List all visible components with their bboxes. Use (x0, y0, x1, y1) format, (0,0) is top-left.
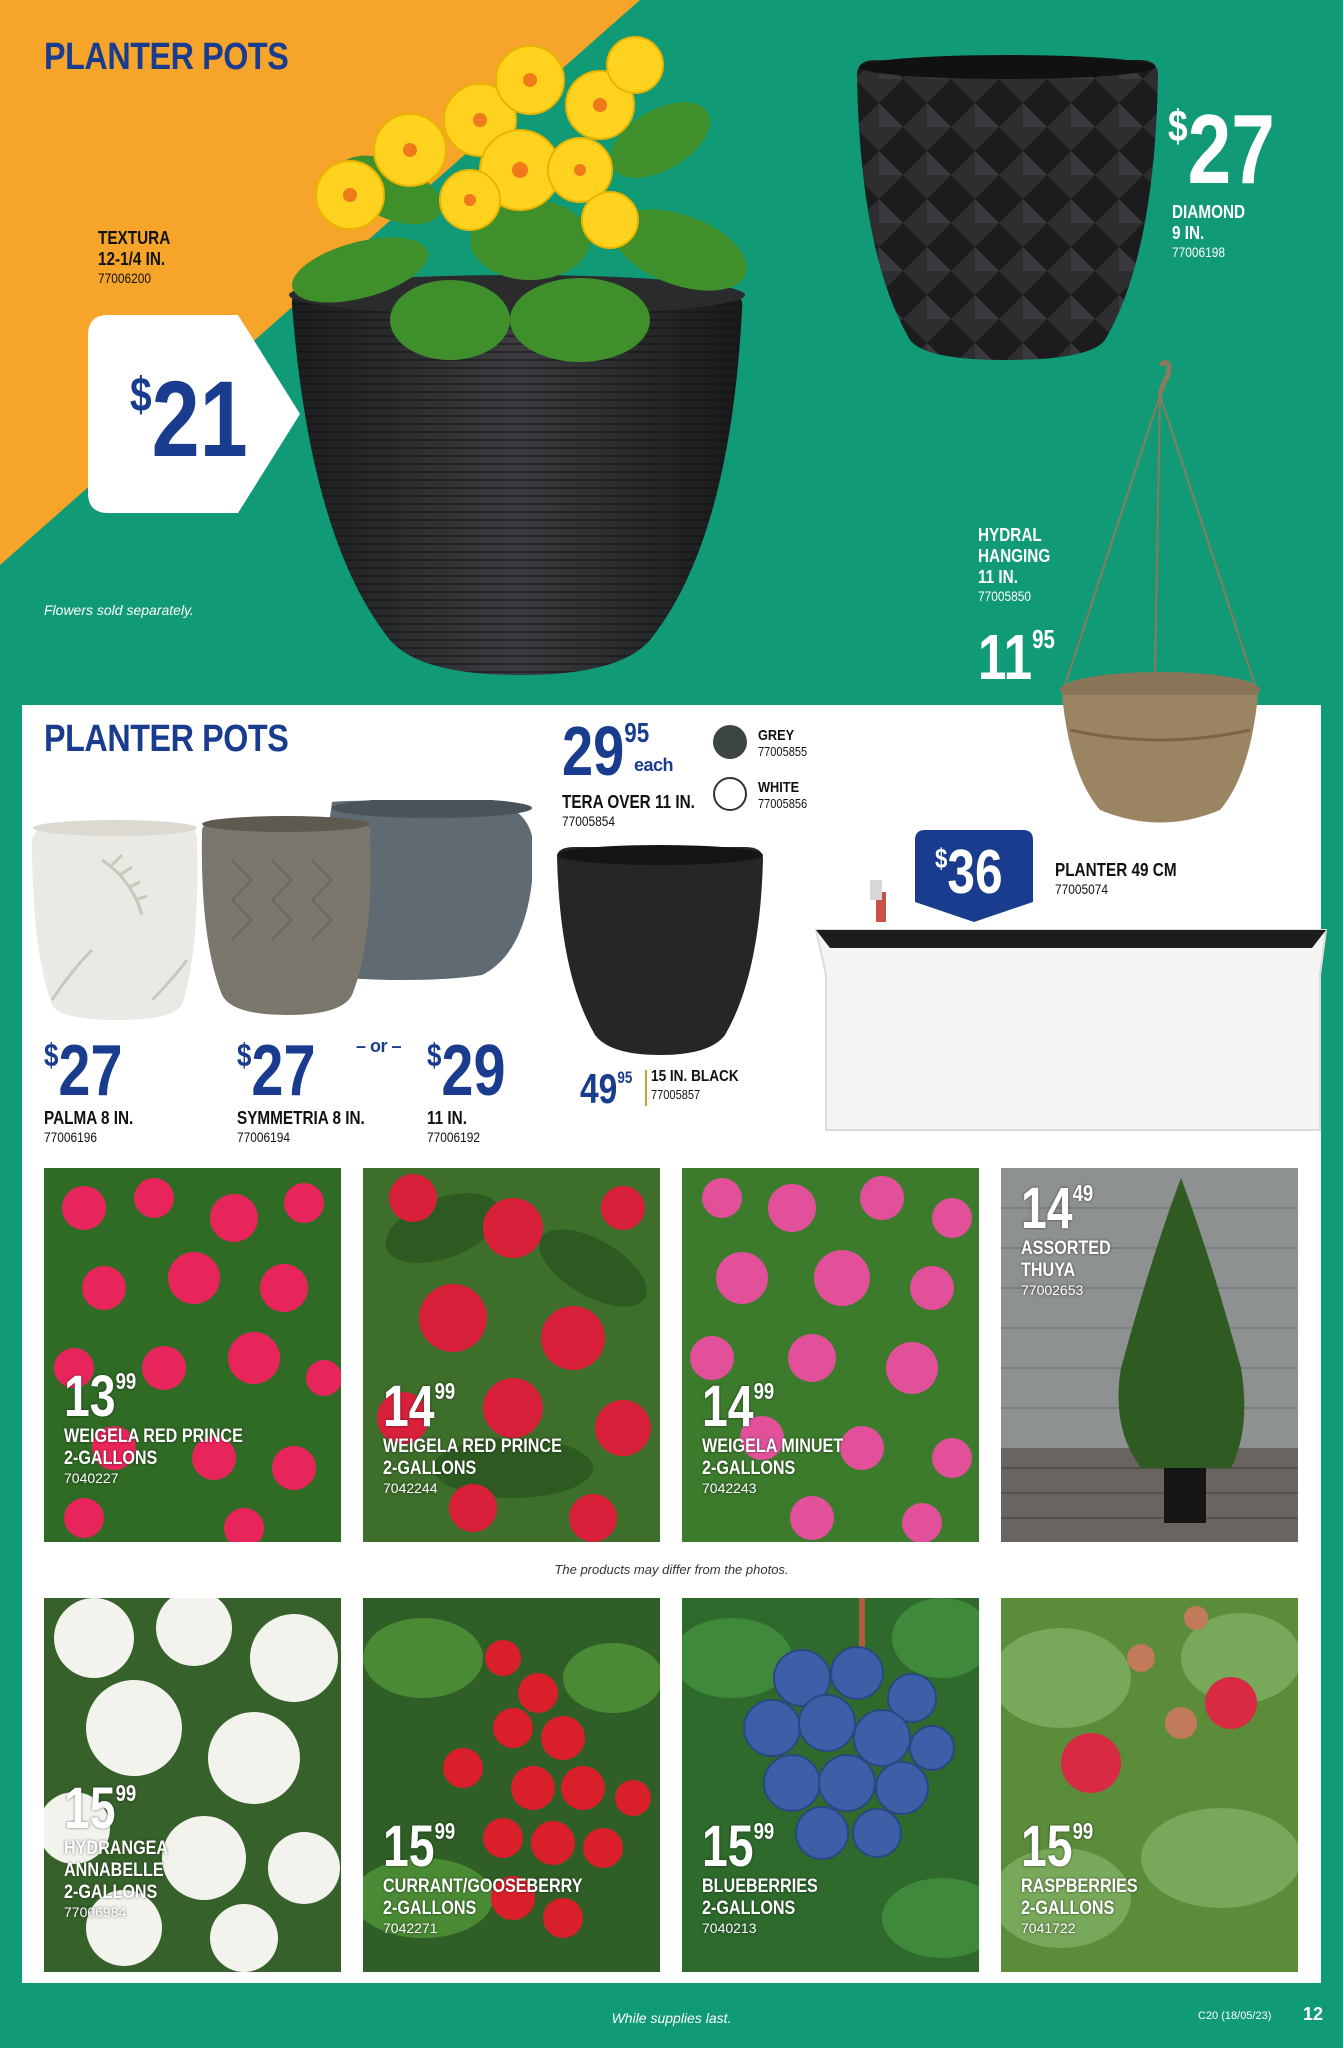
page-number: 12 (1303, 2004, 1324, 2024)
tera-sku: 77005854 (562, 813, 615, 829)
eleven-name-line: 11 IN. (427, 1108, 467, 1128)
or-divider: – or – (356, 1036, 402, 1056)
eleven-price-dollar: $ (427, 1036, 442, 1073)
tile-label (64, 1776, 186, 1921)
white-option (758, 780, 807, 811)
tile-name-line1: WEIGELA RED PRINCE (64, 1426, 243, 1447)
symmetria-name (237, 1108, 365, 1146)
eleven-name (427, 1108, 480, 1146)
tile-name-line2: ANNABELLE (64, 1860, 164, 1881)
tile-name-line2: THUYA (1021, 1260, 1076, 1281)
palma-price (44, 1031, 123, 1111)
diamond-sku: 77006198 (1172, 244, 1225, 260)
tile-price-cents: 99 (115, 1368, 137, 1395)
tile-label (1021, 1176, 1127, 1299)
tile-name-line1: WEIGELA RED PRINCE (383, 1436, 562, 1457)
eleven-price (427, 1031, 506, 1111)
planter49-price-dollar: $ (935, 843, 948, 875)
tile-sku: 77006984 (64, 1904, 127, 1920)
diamond-name-line1: DIAMOND (1172, 202, 1246, 222)
tile-label (383, 1374, 593, 1497)
tile-blueberries[interactable] (682, 1598, 979, 1972)
hydral-hanging-pot-image (1050, 355, 1270, 835)
tera-price-main: 29 (562, 712, 625, 790)
black15-price-main: 49 (580, 1065, 618, 1112)
tile-hydrangea-annabelle[interactable] (44, 1598, 341, 1972)
textura-name-line1: TEXTURA (98, 228, 171, 248)
tile-price (64, 1364, 232, 1429)
grey-swatch[interactable] (713, 725, 747, 759)
tile-price-main: 13 (64, 1364, 116, 1429)
diamond-name (1172, 202, 1245, 261)
tile-name-line1: WEIGELA MINUET (702, 1436, 844, 1457)
flowers-note: Flowers sold separately. (44, 602, 194, 618)
symmetria-name-line: SYMMETRIA 8 IN. (237, 1108, 365, 1128)
hydral-name (978, 525, 1050, 605)
tera-price-cents: 95 (624, 716, 650, 748)
tile-raspberries[interactable] (1001, 1598, 1298, 1972)
tile-name-line1: CURRANT/GOOSEBERRY (383, 1876, 583, 1897)
white-sku: 77005856 (758, 796, 808, 811)
panel-title: PLANTER POTS (44, 718, 289, 760)
tile-price (383, 1814, 571, 1879)
planter-trio-image (32, 800, 532, 1030)
tile-label (1021, 1814, 1158, 1937)
palma-sku: 77006196 (44, 1129, 97, 1145)
planter49-price-value: 36 (947, 838, 1003, 907)
tile-sku: 77002653 (1021, 1282, 1084, 1298)
white-swatch[interactable] (713, 777, 747, 811)
tile-label (702, 1374, 868, 1497)
tile-price (702, 1814, 811, 1879)
tile-currant-gooseberry[interactable] (363, 1598, 660, 1972)
tera-each: each (634, 755, 674, 775)
tile-price-main: 15 (1021, 1814, 1073, 1879)
hydral-name-line1: HYDRAL (978, 525, 1042, 545)
tile-price-main: 14 (702, 1374, 754, 1439)
grey-sku: 77005855 (758, 744, 808, 759)
tile-name-line1: HYDRANGEA (64, 1838, 169, 1859)
tile-price-cents: 49 (1072, 1180, 1094, 1207)
tile-price (1021, 1176, 1105, 1241)
tile-weigela-red-prince-2[interactable] (363, 1168, 660, 1542)
black15-divider (645, 1070, 647, 1106)
tile-price (64, 1776, 162, 1841)
footer-code: C20 (18/05/23) (1198, 2010, 1272, 2022)
tile-price-cents: 99 (1072, 1818, 1094, 1845)
symmetria-price (237, 1031, 316, 1111)
black15-price-cents: 95 (617, 1067, 633, 1087)
diamond-price-value: 27 (1187, 94, 1275, 204)
planter49-name-line: PLANTER 49 CM (1055, 860, 1177, 880)
tile-price (383, 1374, 551, 1439)
black15-name-line: 15 IN. BLACK (651, 1068, 739, 1085)
tile-name-line1: RASPBERRIES (1021, 1876, 1138, 1897)
hydral-name-line2: HANGING (978, 546, 1051, 566)
tile-name-line1: BLUEBERRIES (702, 1876, 818, 1897)
tile-label (64, 1364, 274, 1487)
hydral-price-cents: 95 (1032, 625, 1055, 654)
tile-sku: 7041722 (1021, 1920, 1076, 1936)
hydral-sku: 77005850 (978, 588, 1031, 604)
planter49-image (812, 880, 1332, 1140)
tile-name-line2: 2-GALLONS (1021, 1898, 1115, 1919)
hydral-price (978, 621, 1055, 693)
textura-price-value: 21 (151, 358, 248, 479)
tile-price (702, 1374, 835, 1439)
textura-name-line2: 12-1/4 IN. (98, 249, 166, 269)
textura-sku: 77006200 (98, 270, 151, 286)
tile-name-line3: 2-GALLONS (64, 1882, 158, 1903)
tile-price-cents: 99 (753, 1378, 775, 1405)
tile-weigela-red-prince-1[interactable] (44, 1168, 341, 1542)
palma-price-value: 27 (58, 1031, 123, 1111)
symmetria-sku: 77006194 (237, 1129, 290, 1145)
diamond-price (1168, 94, 1275, 204)
tile-price-main: 15 (64, 1776, 116, 1841)
tile-name-line2: 2-GALLONS (383, 1898, 477, 1919)
white-label: WHITE (758, 779, 800, 796)
textura-pot-image (280, 20, 760, 680)
supplies-note: While supplies last. (611, 2010, 732, 2026)
tile-price-cents: 99 (434, 1378, 456, 1405)
tile-assorted-thuya[interactable] (1001, 1168, 1298, 1542)
tile-name-line2: 2-GALLONS (702, 1898, 796, 1919)
tile-price-cents: 99 (115, 1780, 137, 1807)
black15-sku: 77005857 (651, 1087, 701, 1102)
symmetria-price-value: 27 (251, 1031, 316, 1111)
tile-sku: 7040213 (702, 1920, 757, 1936)
eleven-price-value: 29 (441, 1031, 506, 1111)
diamond-name-line2: 9 IN. (1172, 223, 1205, 243)
hydral-price-main: 11 (978, 621, 1033, 693)
tile-name-line2: 2-GALLONS (64, 1448, 158, 1469)
textura-price (130, 358, 248, 479)
tile-price-main: 14 (383, 1374, 435, 1439)
tile-price-main: 14 (1021, 1176, 1073, 1241)
tile-sku: 7040227 (64, 1470, 119, 1486)
palma-name-line: PALMA 8 IN. (44, 1108, 134, 1128)
tera-name (562, 792, 695, 830)
tile-label (702, 1814, 838, 1937)
symmetria-price-dollar: $ (237, 1036, 252, 1073)
tile-label (383, 1814, 618, 1937)
tile-sku: 7042271 (383, 1920, 438, 1936)
tera-black-pot-image (555, 845, 765, 1057)
tera-name-line: TERA OVER 11 IN. (562, 792, 695, 812)
tile-name-line2: 2-GALLONS (383, 1458, 477, 1479)
tile-weigela-minuet[interactable] (682, 1168, 979, 1542)
photo-disclaimer: The products may differ from the photos. (554, 1562, 789, 1577)
tile-name-line2: 2-GALLONS (702, 1458, 796, 1479)
textura-name (98, 228, 170, 287)
black15-name (651, 1068, 739, 1103)
tile-name-line1: ASSORTED (1021, 1238, 1111, 1259)
palma-price-dollar: $ (44, 1036, 59, 1073)
tile-sku: 7042244 (383, 1480, 438, 1496)
tile-sku: 7042243 (702, 1480, 757, 1496)
diamond-price-dollar: $ (1168, 102, 1188, 152)
tile-price-cents: 99 (434, 1818, 456, 1845)
hero-title: PLANTER POTS (44, 36, 289, 78)
grey-option (758, 728, 807, 759)
grey-label: GREY (758, 727, 795, 744)
palma-name (44, 1108, 133, 1146)
textura-price-tag (88, 315, 303, 513)
diamond-pot-image (855, 55, 1160, 365)
hydral-name-line3: 11 IN. (978, 567, 1018, 587)
eleven-sku: 77006192 (427, 1129, 480, 1145)
textura-price-dollar: $ (130, 367, 152, 422)
black15-price (580, 1065, 633, 1112)
tile-price-main: 15 (383, 1814, 435, 1879)
tile-price-cents: 99 (753, 1818, 775, 1845)
tile-price (1021, 1814, 1131, 1879)
tile-price-main: 15 (702, 1814, 754, 1879)
planter49-sku: 77005074 (1055, 881, 1108, 897)
